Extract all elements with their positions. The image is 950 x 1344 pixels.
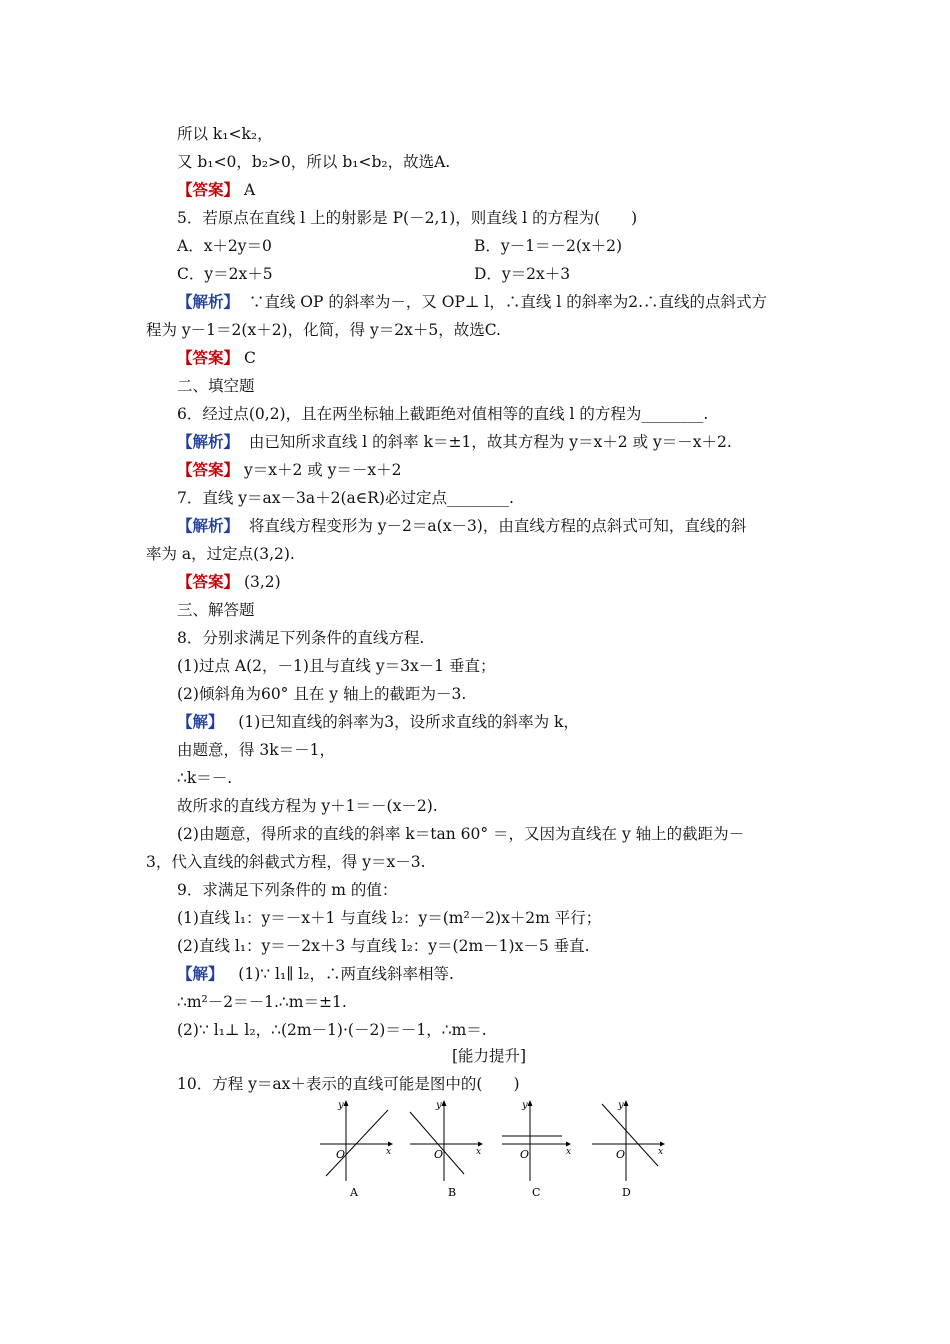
answer-label: 【答案】 (177, 572, 240, 591)
solution-line (177, 964, 454, 984)
answer-text: y＝x＋2 或 y＝－x＋2 (239, 461, 402, 479)
answer-text: A (239, 181, 256, 199)
text-line: 率为 a，过定点(3,2). (146, 545, 295, 563)
x-axis-label: x (386, 1147, 392, 1157)
y-axis-label: y (436, 1100, 442, 1111)
answer-line (177, 348, 256, 368)
figure-c (498, 1096, 578, 1204)
solution-line (177, 292, 767, 312)
solution-line (177, 516, 746, 536)
text-line: (2)由题意，得所求的直线的斜率 k＝tan 60° ＝，又因为直线在 y 轴上的截距为－ (177, 825, 745, 843)
text-line: ∴k＝－. (177, 769, 233, 787)
text-line: 由题意，得 3k＝－1， (177, 741, 336, 759)
solution-label: 【解】 (177, 964, 224, 983)
y-axis-label: y (338, 1100, 344, 1111)
solution-text: 将直线方程变形为 y－2＝a(x－3)，由直线方程的点斜式可知，直线的斜 (248, 517, 747, 535)
origin-label: O (520, 1148, 530, 1161)
question-6: 6．经过点(0,2)，且在两坐标轴上截距绝对值相等的直线 l 的方程为________. (177, 405, 709, 423)
answer-label: 【答案】 (177, 348, 240, 367)
solution-label: 【解析】 (177, 292, 240, 311)
text-line: 程为 y－1＝2(x＋2)，化简，得 y＝2x＋5，故选C. (146, 321, 501, 339)
figure-d (588, 1096, 668, 1204)
solution-line (177, 712, 579, 732)
text-line: (1)过点 A(2，－1)且与直线 y＝3x－1 垂直； (177, 657, 496, 675)
solution-label: 【解析】 (177, 516, 240, 535)
section-heading: 三、解答题 (177, 601, 255, 619)
y-axis-label: y (522, 1100, 528, 1111)
x-axis-label: x (658, 1147, 664, 1157)
text-line: (2)倾斜角为60° 且在 y 轴上的截距为－3. (177, 685, 467, 703)
text-line: (2)直线 l₁：y＝－2x＋3 与直线 l₂：y＝(2m－1)x－5 垂直. (177, 937, 590, 955)
figure-a (316, 1096, 396, 1204)
text-line: 又 b₁<0，b₂>0，所以 b₁<b₂，故选A. (177, 153, 451, 171)
text-line: (1)直线 l₁：y＝－x＋1 与直线 l₂：y＝(m²－2)x＋2m 平行； (177, 909, 602, 927)
answer-label: 【答案】 (177, 180, 240, 199)
line-graph-figures (316, 1096, 676, 1206)
answer-line (177, 460, 402, 480)
option-a: A．x＋2y＝0 (177, 237, 272, 255)
text-line: ∴m²－2＝－1.∴m＝±1. (177, 993, 347, 1011)
option-d: D．y＝2x＋3 (474, 265, 571, 283)
question-7: 7．直线 y＝ax－3a＋2(a∈R)必过定点________. (177, 489, 514, 507)
x-axis-label: x (476, 1147, 482, 1157)
origin-label: O (434, 1148, 444, 1161)
x-axis-label: x (566, 1147, 572, 1157)
figure-caption: B (448, 1186, 457, 1199)
section-heading: 二、填空题 (177, 377, 255, 395)
text-line: 3，代入直线的斜截式方程，得 y＝x－3. (146, 853, 426, 871)
y-axis-label: y (618, 1100, 624, 1111)
solution-label: 【解析】 (177, 432, 240, 451)
figure-b (406, 1096, 486, 1204)
figure-caption: A (350, 1186, 358, 1199)
solution-text: 由已知所求直线 l 的斜率 k＝±1，故其方程为 y＝x＋2 或 y＝－x＋2. (248, 433, 732, 451)
solution-line (177, 432, 732, 452)
answer-line (177, 572, 281, 592)
figure-caption: C (532, 1186, 541, 1199)
figure-caption: D (622, 1186, 631, 1199)
question-10: 10．方程 y＝ax＋表示的直线可能是图中的( ) (177, 1075, 520, 1093)
option-c: C．y＝2x＋5 (177, 265, 273, 283)
answer-text: C (239, 349, 256, 367)
origin-label: O (336, 1148, 346, 1161)
question-9: 9．求满足下列条件的 m 的值： (177, 881, 398, 899)
solution-text: (1)∵ l₁∥ l₂，∴两直线斜率相等. (238, 965, 454, 983)
solution-text: ∵直线 OP 的斜率为－，又 OP⊥ l，∴直线 l 的斜率为2.∴直线的点斜式方 (248, 293, 767, 311)
answer-line (177, 180, 255, 200)
origin-label: O (616, 1148, 626, 1161)
question-8: 8．分别求满足下列条件的直线方程. (177, 629, 425, 647)
section-heading: [能力提升] (452, 1047, 527, 1065)
solution-label: 【解】 (177, 712, 224, 731)
question-5: 5．若原点在直线 l 上的射影是 P(－2,1)，则直线 l 的方程为( ) (177, 209, 638, 227)
answer-label: 【答案】 (177, 460, 240, 479)
text-line: 故所求的直线方程为 y＋1＝－(x－2). (177, 797, 438, 815)
answer-text: (3,2) (239, 573, 281, 591)
text-line: (2)∵ l₁⊥ l₂，∴(2m－1)·(－2)＝－1，∴m＝. (177, 1021, 487, 1039)
text-line: 所以 k₁<k₂， (177, 125, 273, 143)
option-b: B．y－1＝－2(x＋2) (474, 237, 623, 255)
solution-text: (1)已知直线的斜率为3，设所求直线的斜率为 k， (238, 713, 579, 731)
